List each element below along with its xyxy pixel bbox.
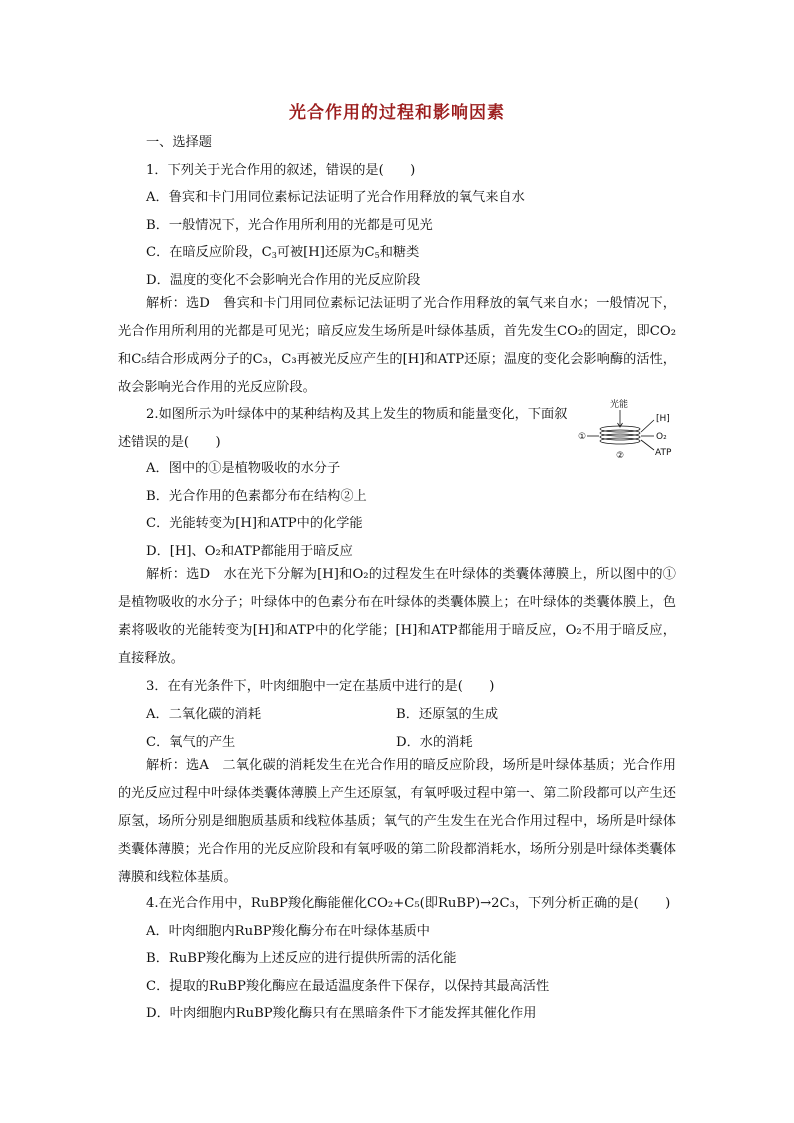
q4-option-c: C．提取的RuBP羧化酶应在最适温度条件下保存，以保持其最高活性 <box>146 979 550 994</box>
q3-option-a: A．二氧化碳的消耗 <box>146 707 262 722</box>
q1-option-d: D．温度的变化不会影响光合作用的光反应阶段 <box>146 273 421 288</box>
q3-option-b: B．还原氢的生成 <box>396 707 499 722</box>
q2-option-c: C．光能转变为[H]和ATP中的化学能 <box>146 516 363 531</box>
q1-stem: 1．下列关于光合作用的叙述，错误的是( ) <box>146 163 416 178</box>
q1-option-c-text2: 可被[H]还原为C <box>276 245 375 260</box>
diagram-label-1: ① <box>578 432 587 442</box>
section-heading: 一、选择题 <box>146 135 212 150</box>
q2-option-d: D．[H]、O₂和ATP都能用于暗反应 <box>146 544 353 559</box>
q2-option-a: A．图中的①是植物吸收的水分子 <box>146 461 341 476</box>
diagram-out-atp: ATP <box>655 448 672 458</box>
q4-option-d: D．叶肉细胞内RuBP羧化酶只有在黑暗条件下才能发挥其催化作用 <box>146 1006 537 1021</box>
q4-option-a: A．叶肉细胞内RuBP羧化酶分布在叶绿体基质中 <box>146 924 430 939</box>
q1-option-c-text3: 和糖类 <box>379 245 420 260</box>
output-arrow-h <box>641 420 654 432</box>
q1-option-c-text: C．在暗反应阶段，C <box>146 245 272 260</box>
q1-option-b: B．一般情况下，光合作用所利用的光都是可见光 <box>146 218 433 233</box>
q4-option-b: B．RuBP羧化酶为上述反应的进行提供所需的活化能 <box>146 951 457 966</box>
q1-option-a: A．鲁宾和卡门用同位素标记法证明了光合作用释放的氧气来自水 <box>146 190 525 205</box>
q2-option-b: B．光合作用的色素都分布在结构②上 <box>146 489 367 504</box>
q3-option-d: D．水的消耗 <box>396 735 473 750</box>
q1-option-c-sub1: 3 <box>271 251 277 260</box>
q1-option-c-sub2: 5 <box>374 251 380 260</box>
diagram-light-label: 光能 <box>610 400 629 410</box>
q2-stem: 2.如图所示为叶绿体中的某种结构及其上发生的物质和能量变化，下面叙述错误的是( ) <box>118 407 568 450</box>
q1-option-c <box>146 243 419 262</box>
q1-analysis: 解析：选D 鲁宾和卡门用同位素标记法证明了光合作用释放的氧气来自水；一般情况下，光合作用所利用的光都是可见光；暗反应发生场所是叶绿体基质，首先发生CO₂的固定，即CO₂和C₅结合形成两分子的C₃，C₃再被光反应产生的[H]和ATP还原；温度的变化会影响酶的活性，故会影响光合作用的光反应阶段。 <box>118 296 676 395</box>
diagram-out-h: [H] <box>656 414 670 424</box>
thylakoid-diagram <box>576 398 686 463</box>
diagram-label-2: ② <box>616 451 625 461</box>
q3-option-c: C．氧气的产生 <box>146 735 236 750</box>
output-arrow-atp <box>641 440 654 450</box>
thylakoid-stack <box>600 426 640 444</box>
q4-stem: 4.在光合作用中，RuBP羧化酶能催化CO₂+C₅(即RuBP)→2C₃，下列分析正确的是( ) <box>146 896 671 911</box>
q2-analysis: 解析：选D 水在光下分解为[H]和O₂的过程发生在叶绿体的类囊体薄膜上，所以图中的①是植物吸收的水分子；叶绿体中的色素分布在叶绿体的类囊体膜上；在叶绿体的类囊体膜上，色素将吸收的光能转变为[H]和ATP中的化学能；[H]和ATP都能用于暗反应，O₂不用于暗反应，直接释放。 <box>118 567 676 666</box>
q3-analysis: 解析：选A 二氧化碳的消耗发生在光合作用的暗反应阶段，场所是叶绿体基质；光合作用的光反应过程中叶绿体类囊体薄膜上产生还原氢，有氧呼吸过程中第一、第二阶段都可以产生还原氢，场所分别是细胞质基质和线粒体基质；氧气的产生发生在光合作用过程中，场所是叶绿体类囊体薄膜；光合作用的光反应阶段和有氧呼吸的第二阶段都消耗水，场所分别是叶绿体类囊体薄膜和线粒体基质。 <box>118 758 676 885</box>
page-title: 光合作用的过程和影响因素 <box>289 103 505 123</box>
diagram-out-o2: O₂ <box>656 432 667 442</box>
q3-stem: 3．在有光条件下，叶肉细胞中一定在基质中进行的是( ) <box>146 679 495 694</box>
